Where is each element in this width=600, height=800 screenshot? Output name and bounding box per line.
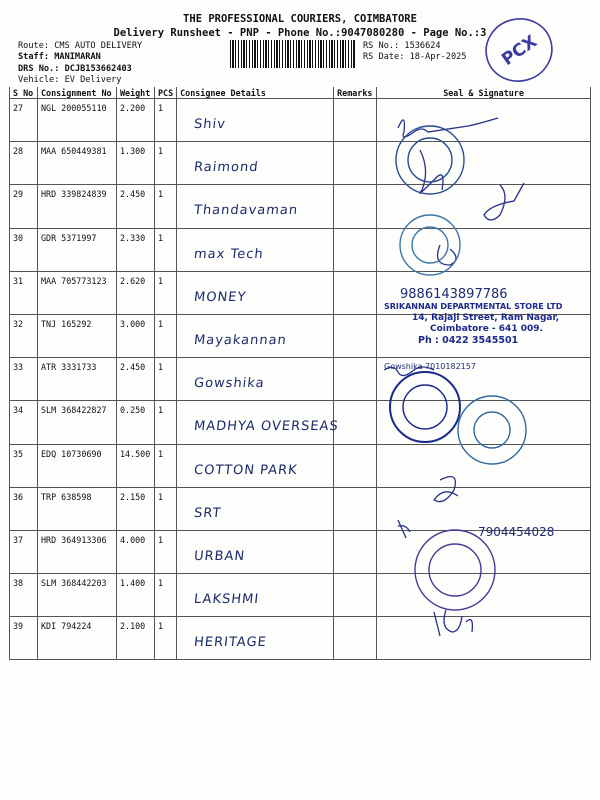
consignee [177,185,334,228]
consignee-handwriting: SRT [193,505,223,521]
staff-label: Staff: [18,52,50,62]
table-row [10,617,591,660]
weight: 2.450 [117,185,155,228]
weight: 2.620 [117,271,155,314]
rs-date: RS Date: 18-Apr-2025 [363,52,467,62]
consignee [177,228,334,271]
consignee [177,401,340,444]
col-sno: S No [10,87,38,99]
runsheet-title: Delivery Runsheet - PNP - Phone No.:9047080280 - Page No.:3 [113,27,487,39]
pcs: 1 [155,228,177,271]
consignee [177,444,334,487]
table-row [10,444,591,487]
consignee [177,617,334,660]
sno: 30 [10,228,38,271]
sno: 37 [10,530,38,573]
consignee-handwriting: MADHYA OVERSEAS [193,419,340,435]
consignment-no: TNJ 165292 [38,314,117,357]
consignee-handwriting: Gowshika [193,376,266,392]
consignee-handwriting: LAKSHMI [193,592,260,608]
table-row [10,99,591,142]
barcode [230,40,355,68]
col-remarks: Remarks [334,87,377,99]
remarks [334,185,377,228]
weight: 2.450 [117,358,155,401]
remarks [334,271,377,314]
seal-signature [377,228,591,271]
consignment-no: KDI 794224 [38,617,117,660]
pcs: 1 [155,358,177,401]
remarks [334,358,377,401]
weight: 1.400 [117,574,155,617]
seal-signature [377,401,591,444]
pcs: 1 [155,617,177,660]
sno: 31 [10,271,38,314]
sno: 38 [10,574,38,617]
weight: 0.250 [117,401,155,444]
seal-signature [377,617,591,660]
phone-scrawl-31: 9886143897786 [400,287,508,302]
pcs: 1 [155,530,177,573]
consignee-handwriting: URBAN [193,548,247,564]
col-weight: Weight [117,87,155,99]
consignment-no: MAA 705773123 [38,271,117,314]
remarks [334,617,377,660]
staff-value: MANIMARAN [54,52,101,62]
seal-signature [377,444,591,487]
sno: 32 [10,314,38,357]
shop-stamp-addr1: 14, Rajaji Street, Ram Nagar, [412,313,559,323]
consignee [177,142,334,185]
seal-signature [377,142,591,185]
col-seal: Seal & Signature [377,87,591,99]
consignee [177,358,334,401]
consignment-no: GDR 5371997 [38,228,117,271]
weight: 3.000 [117,314,155,357]
weight: 2.100 [117,617,155,660]
consignee [177,314,334,357]
signature-33-text: Gowshika 7010182157 [384,362,476,371]
consignment-no: EDQ 10730690 [38,444,117,487]
consignment-no: HRD 339824839 [38,185,117,228]
consignee-handwriting: Raimond [193,160,260,176]
consignee [177,99,334,142]
consignee-handwriting: Shiv [193,117,227,132]
consignment-no: TRP 638598 [38,487,117,530]
consignee-handwriting: Mayakannan [193,332,288,348]
pcx-stamp-text: PCX [498,31,541,70]
sno: 29 [10,185,38,228]
pcx-stamp [483,14,555,86]
table-row [10,487,591,530]
remarks [334,228,377,271]
consignment-no: SLM 368422827 [38,401,117,444]
weight: 2.150 [117,487,155,530]
consignee-handwriting: COTTON PARK [193,462,299,478]
weight: 4.000 [117,530,155,573]
phone-scrawl-37: 7904454028 [478,525,555,539]
pcs: 1 [155,487,177,530]
sno: 39 [10,617,38,660]
consignee [177,271,334,314]
remarks [334,142,377,185]
pcs: 1 [155,401,177,444]
table-row [10,574,591,617]
consignee-handwriting: MONEY [193,289,248,305]
sno: 35 [10,444,38,487]
pcs: 1 [155,314,177,357]
consignment-no: HRD 364913306 [38,530,117,573]
shop-stamp-phone: Ph : 0422 3545501 [418,335,519,346]
col-pcs: PCS [155,87,177,99]
vehicle-text: Vehicle: EV Delivery [18,75,122,85]
remarks [334,487,377,530]
pcs: 1 [155,574,177,617]
consignee [177,487,334,530]
table-row [10,228,591,271]
pcs: 1 [155,271,177,314]
weight: 14.500 [117,444,155,487]
drs-line [18,64,132,74]
consignee-handwriting: Thandavaman [193,203,300,219]
table-row [10,142,591,185]
consignee-handwriting: max Tech [193,246,265,262]
remarks [334,99,377,142]
sno: 27 [10,99,38,142]
sno: 28 [10,142,38,185]
col-consignment: Consignment No [38,87,117,99]
shop-stamp-name: SRIKANNAN DEPARTMENTAL STORE LTD [384,302,563,311]
consignment-no: SLM 368442203 [38,574,117,617]
route-text: Route: CMS AUTO DELIVERY [18,41,143,51]
staff-line [18,52,101,62]
drs-value: DCJB153662403 [64,64,132,74]
consignee [177,530,334,573]
consignee [177,574,334,617]
table-row [10,358,591,401]
pcs: 1 [155,444,177,487]
weight: 1.300 [117,142,155,185]
remarks [334,401,377,444]
runsheet-table [9,87,591,660]
rs-number: RS No.: 1536624 [363,41,441,51]
table-header-row [10,87,591,99]
col-consignee: Consignee Details [177,87,334,99]
pcs: 1 [155,142,177,185]
consignment-no: MAA 650449381 [38,142,117,185]
seal-signature [377,99,591,142]
consignee-handwriting: HERITAGE [193,635,268,651]
remarks [334,444,377,487]
seal-signature [377,185,591,228]
sno: 34 [10,401,38,444]
weight: 2.330 [117,228,155,271]
shop-stamp-addr2: Coimbatore - 641 009. [430,324,543,334]
sno: 36 [10,487,38,530]
seal-signature [377,487,591,530]
company-title: THE PROFESSIONAL COURIERS, COIMBATORE [183,13,417,25]
table-row [10,185,591,228]
seal-signature [377,574,591,617]
pcs: 1 [155,99,177,142]
remarks [334,530,377,573]
sno: 33 [10,358,38,401]
weight: 2.200 [117,99,155,142]
consignment-no: NGL 200055110 [38,99,117,142]
drs-label: DRS No.: [18,64,60,74]
table-row [10,401,591,444]
consignment-no: ATR 3331733 [38,358,117,401]
remarks [334,574,377,617]
pcs: 1 [155,185,177,228]
remarks [334,314,377,357]
